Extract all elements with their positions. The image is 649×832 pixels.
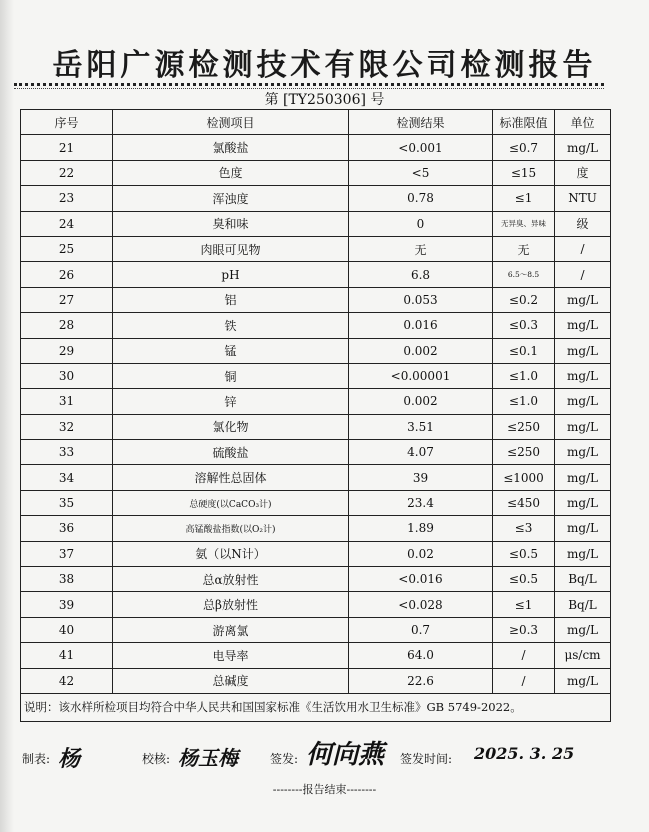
row-seq: 27 [21,287,113,312]
row-item: 氨（以N计） [113,541,349,566]
row-limit: ≤0.3 [493,313,555,338]
table-header-row [21,110,611,135]
row-item: 锰 [113,338,349,363]
row-unit: mg/L [555,363,611,388]
row-seq: 41 [21,643,113,668]
row-result: <0.001 [349,135,493,160]
header-item: 检测项目 [113,110,349,135]
row-item: 游离氯 [113,617,349,642]
row-result: 无 [349,236,493,261]
row-item: 总α放射性 [113,567,349,592]
note-row [21,693,611,721]
row-limit: ≥0.3 [493,617,555,642]
row-result: 0 [349,211,493,236]
report-title: 岳阳广源检测技术有限公司检测报告 [52,48,597,83]
table-row [21,135,611,160]
row-unit: μs/cm [555,643,611,668]
row-limit: ≤1 [493,592,555,617]
row-result: <5 [349,160,493,185]
page-binding-edge [0,0,14,832]
row-seq: 23 [21,186,113,211]
row-unit: 级 [555,211,611,236]
issued-label: 签发: [270,752,299,766]
row-item: 色度 [113,160,349,185]
issue-date: 2025. 3. 25 [474,744,575,763]
checked-signature: 杨玉梅 [178,746,238,770]
prepared-label: 制表: [22,752,51,766]
row-item: 铜 [113,363,349,388]
row-limit: 无异臭、异味 [493,211,555,236]
row-result: <0.00001 [349,363,493,388]
row-seq: 21 [21,135,113,160]
table-row [21,592,611,617]
title-divider [14,83,604,86]
table-row [21,338,611,363]
row-limit: 6.5～8.5 [493,262,555,287]
table-row [21,389,611,414]
row-limit: / [493,643,555,668]
table-row [21,262,611,287]
row-unit: mg/L [555,414,611,439]
row-limit: ≤0.2 [493,287,555,312]
row-seq: 28 [21,313,113,338]
prepared-signature: 杨 [58,746,81,772]
row-seq: 39 [21,592,113,617]
signature-row [22,742,622,772]
row-item: 臭和味 [113,211,349,236]
report-number: 第 [TY250306] 号 [264,92,385,108]
table-row [21,236,611,261]
row-result: 6.8 [349,262,493,287]
row-item: 电导率 [113,643,349,668]
row-limit: 无 [493,236,555,261]
table-row [21,363,611,388]
row-limit: ≤1 [493,186,555,211]
row-seq: 34 [21,465,113,490]
row-unit: mg/L [555,465,611,490]
row-unit: Bq/L [555,567,611,592]
issued-signature: 何向燕 [306,740,385,770]
row-seq: 37 [21,541,113,566]
row-limit: ≤250 [493,414,555,439]
row-item: 铝 [113,287,349,312]
row-unit: mg/L [555,541,611,566]
row-limit: ≤15 [493,160,555,185]
row-unit: 度 [555,160,611,185]
row-result: 64.0 [349,643,493,668]
row-result: 0.053 [349,287,493,312]
table-row [21,643,611,668]
table-row [21,440,611,465]
row-result: 1.89 [349,516,493,541]
row-seq: 32 [21,414,113,439]
row-limit: ≤0.5 [493,541,555,566]
row-unit: mg/L [555,287,611,312]
row-item: 铁 [113,313,349,338]
table-row [21,414,611,439]
row-seq: 26 [21,262,113,287]
row-seq: 36 [21,516,113,541]
row-limit: ≤1.0 [493,389,555,414]
row-seq: 30 [21,363,113,388]
row-item: 浑浊度 [113,186,349,211]
row-unit: NTU [555,186,611,211]
row-item: 溶解性总固体 [113,465,349,490]
row-seq: 25 [21,236,113,261]
row-seq: 42 [21,668,113,693]
row-result: 39 [349,465,493,490]
row-item: 总碱度 [113,668,349,693]
table-row [21,490,611,515]
row-item: 氯酸盐 [113,135,349,160]
results-table [20,109,611,722]
table-body [21,135,611,694]
row-result: 0.7 [349,617,493,642]
row-limit: ≤1.0 [493,363,555,388]
issue-date-label: 签发时间: [400,752,453,766]
row-seq: 35 [21,490,113,515]
row-seq: 33 [21,440,113,465]
row-unit: mg/L [555,516,611,541]
row-result: 22.6 [349,668,493,693]
row-item: 肉眼可见物 [113,236,349,261]
row-result: 0.02 [349,541,493,566]
table-row [21,668,611,693]
row-item: 高锰酸盐指数(以O₂计) [113,516,349,541]
header-result: 检测结果 [349,110,493,135]
table-row [21,160,611,185]
note-text: 说明：该水样所检项目均符合中华人民共和国国家标准《生活饮用水卫生标准》GB 5749-2022。 [21,693,611,721]
table-row [21,617,611,642]
checked-label: 校核: [142,752,171,766]
table-row [21,567,611,592]
row-limit: ≤250 [493,440,555,465]
row-item: 氯化物 [113,414,349,439]
row-limit: ≤0.5 [493,567,555,592]
row-unit: Bq/L [555,592,611,617]
table-row [21,465,611,490]
header-unit: 单位 [555,110,611,135]
row-item: 硫酸盐 [113,440,349,465]
row-result: 0.002 [349,338,493,363]
row-limit: / [493,668,555,693]
row-seq: 31 [21,389,113,414]
row-unit: mg/L [555,313,611,338]
row-unit: mg/L [555,338,611,363]
row-result: 4.07 [349,440,493,465]
table-row [21,287,611,312]
row-item: pH [113,262,349,287]
row-unit: mg/L [555,668,611,693]
row-result: <0.028 [349,592,493,617]
row-result: 3.51 [349,414,493,439]
row-unit: mg/L [555,490,611,515]
row-limit: ≤450 [493,490,555,515]
row-unit: mg/L [555,389,611,414]
row-seq: 40 [21,617,113,642]
row-unit: mg/L [555,617,611,642]
row-limit: ≤0.1 [493,338,555,363]
table-row [21,541,611,566]
row-result: 0.78 [349,186,493,211]
header-seq: 序号 [21,110,113,135]
row-seq: 24 [21,211,113,236]
row-item: 锌 [113,389,349,414]
row-seq: 22 [21,160,113,185]
table-row [21,516,611,541]
row-unit: mg/L [555,135,611,160]
row-unit: mg/L [555,440,611,465]
row-item: 总硬度(以CaCO₃计) [113,490,349,515]
row-seq: 38 [21,567,113,592]
row-result: 0.016 [349,313,493,338]
header-limit: 标准限值 [493,110,555,135]
row-result: 0.002 [349,389,493,414]
row-unit: / [555,262,611,287]
row-limit: ≤0.7 [493,135,555,160]
row-limit: ≤1000 [493,465,555,490]
row-result: 23.4 [349,490,493,515]
row-unit: / [555,236,611,261]
row-result: <0.016 [349,567,493,592]
row-seq: 29 [21,338,113,363]
table-row [21,211,611,236]
table-row [21,186,611,211]
row-limit: ≤3 [493,516,555,541]
report-end-marker: --------报告结束-------- [272,783,377,796]
row-item: 总β放射性 [113,592,349,617]
table-row [21,313,611,338]
